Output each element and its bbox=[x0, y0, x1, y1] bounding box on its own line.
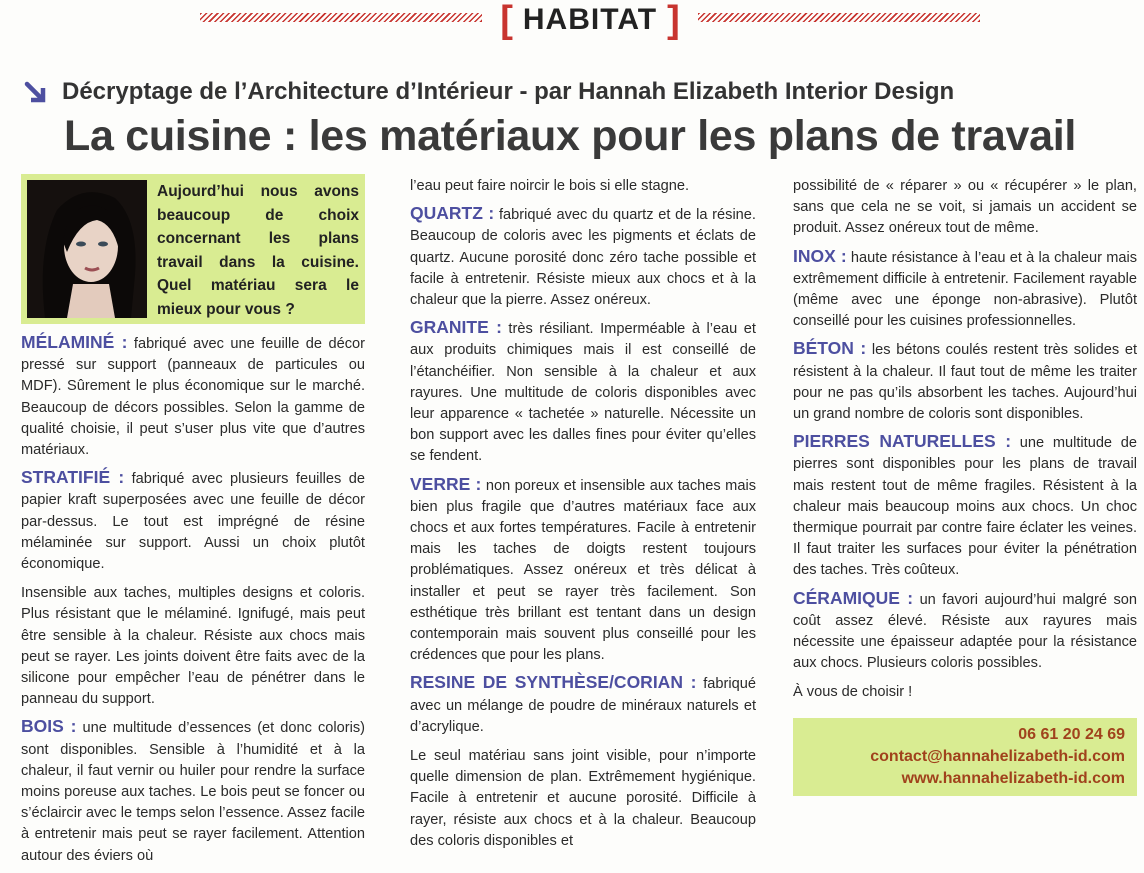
paragraph bbox=[793, 431, 1137, 581]
article-subtitle: Décryptage de l’Architecture d’Intérieur - par Hannah Elizabeth Interior Design bbox=[62, 78, 955, 105]
contact-phone[interactable]: 06 61 20 24 69 bbox=[1018, 725, 1125, 743]
section-tag bbox=[484, 0, 696, 40]
paragraph-text: fabriqué avec plusieurs feuilles de papier kraft superposées avec une feuille de décor par-dessus. Le tout est imprégné de résine mélaminée sur support. Aussi un choix plutôt économique. bbox=[21, 471, 365, 573]
material-title: GRANITE : bbox=[410, 317, 502, 338]
paragraph bbox=[793, 338, 1137, 425]
material-title: MÉLAMINÉ : bbox=[21, 332, 128, 352]
subtitle-row bbox=[22, 78, 954, 106]
decorative-rule-right bbox=[698, 13, 980, 22]
paragraph-text: très résiliant. Imperméable à l’eau et aux produits chimiques mais il est conseillé de l’étanchéifier. Non sensible à la chaleur et aux rayures. Une multitude de coloris disponibles avec leur apparence « tachetée » naturelle. Nécessite un bon support avec les dalles fines pour éviter qu’elles se fendent. bbox=[410, 321, 756, 465]
material-title: QUARTZ : bbox=[410, 203, 495, 224]
bracket-close: ] bbox=[667, 0, 680, 41]
paragraph-text: Insensible aux taches, multiples designs et coloris. Plus résistant que le mélaminé. Ignifugé, mais peut être sensible à la chaleur. Résiste aux chocs mais peut se rayer. Les joints doivent être faits avec de la silicone pour empêcher l’eau de pénétrer dans le panneau du support. bbox=[21, 585, 365, 708]
paragraph bbox=[21, 332, 365, 461]
material-title: PIERRES NATURELLES : bbox=[793, 431, 1012, 452]
column-1 bbox=[21, 174, 365, 873]
paragraph-text: l’eau peut faire noircir le bois si elle stagne. bbox=[410, 178, 690, 194]
paragraph-text: fabriqué avec un mélange de poudre de minéraux naturels et d’acrylique. bbox=[410, 676, 756, 735]
paragraph-text: fabriqué avec du quartz et de la résine. Beaucoup de coloris avec les pigments et éclats de quartz. Aucune porosité donc zéro tache possible et facile à entretenir. Résiste mieux aux chocs et à la chaleur que la pierre. Assez onéreux. bbox=[410, 207, 756, 309]
author-portrait bbox=[27, 180, 147, 318]
paragraph-text: fabriqué avec une feuille de décor pressé sur support (panneaux de particules ou MDF). Sûrement le plus économique sur le marché. Beaucoup de décors possibles. Selon la gamme de qualité choisie, il peut s’user plus vite que d’autres matériaux. bbox=[21, 336, 365, 459]
paragraph-text: une multitude de pierres sont disponibles pour les plans de travail mais restent tout de même fragiles. Résistent à la chaleur mais beaucoup moins aux chocs. Un choc thermique pourrait par contre faire éclater les veines. Il faut traiter les surfaces pour éviter la pénétration des taches. Très coûteux. bbox=[793, 435, 1137, 579]
article-headline: La cuisine : les matériaux pour les plans de travail bbox=[64, 112, 1077, 160]
paragraph-text: haute résistance à l’eau et à la chaleur mais extrêmement difficile à entretenir. Facilement rayable (même avec une éponge non-abrasive). Plutôt conseillé pour les cuisines professionnelles. bbox=[793, 249, 1137, 330]
material-title: BOIS : bbox=[21, 716, 77, 737]
paragraph bbox=[410, 474, 756, 667]
paragraph-text: une multitude d’essences (et donc coloris) sont disponibles. Sensible à l’humidité et à la chaleur, il faut vernir ou huiler pour rendre la surface moins poreuse aux taches. Le bois peut se foncer ou s’éclaircir avec le temps selon l’essence. Assez facile à entretenir mais peut se rayer facilement. Attention autour des éviers où bbox=[21, 720, 365, 864]
material-title: CÉRAMIQUE : bbox=[793, 587, 914, 608]
material-title: RESINE DE SYNTHÈSE/CORIAN : bbox=[410, 672, 697, 693]
arrow-down-right-icon bbox=[22, 79, 48, 105]
column-2 bbox=[410, 174, 756, 858]
material-title: INOX : bbox=[793, 245, 847, 266]
contact-website[interactable]: www.hannahelizabeth-id.com bbox=[901, 769, 1125, 787]
contact-box bbox=[793, 718, 1137, 796]
material-title: VERRE : bbox=[410, 473, 482, 494]
paragraph-text: À vous de choisir ! bbox=[793, 684, 913, 701]
paragraph bbox=[410, 672, 756, 738]
paragraph bbox=[21, 581, 365, 710]
paragraph-text: non poreux et insensible aux taches mais bien plus fragile que d’autres matériaux face aux chocs et aux fortes températures. Facile à entretenir mais les taches de doigts restent toujours problématiques. Assez onéreux et très délicat à installer et peut se rayer très facilement. Son esthétique très brillant est tentant dans un design contemporain mais souvent plus conseillé pour les crédences que pour les plans. bbox=[410, 477, 756, 664]
paragraph bbox=[793, 246, 1137, 333]
material-title: BÉTON : bbox=[793, 338, 867, 359]
paragraph bbox=[410, 317, 756, 467]
paragraph-text: Le seul matériau sans joint visible, pour n’importe quelle dimension de plan. Extrêmement hygiénique. Facile à entretenir et aucune porosité. Difficile à rayer, résiste aux chocs et à la chaleur. Beaucoup des coloris disponibles et bbox=[410, 748, 756, 849]
paragraph bbox=[410, 174, 756, 197]
paragraph bbox=[21, 716, 365, 866]
paragraph bbox=[793, 588, 1137, 675]
bracket-open: [ bbox=[500, 0, 513, 41]
paragraph bbox=[410, 744, 756, 852]
paragraph bbox=[21, 467, 365, 575]
column-3 bbox=[793, 174, 1137, 796]
section-label: HABITAT bbox=[522, 3, 658, 36]
paragraph-text: les bétons coulés restent très solides et résistent à la chaleur. Il faut tout de même les traiter pour ne pas qu’ils absorbent les taches. Aujourd’hui un grand nombre de coloris sont disponibles. bbox=[793, 342, 1137, 423]
intro-text: Aujourd’hui nous avons beaucoup de choix concernant les plans travail dans la cuisine. Quel matériau sera le mieux pour vous ? bbox=[157, 183, 359, 318]
paragraph bbox=[410, 203, 756, 311]
paragraph-text: un favori aujourd’hui malgré son coût assez élevé. Résiste aux rayures mais nécessite une épaisseur adaptée pour la résistance aux chocs. Plusieurs coloris possibles. bbox=[793, 591, 1137, 672]
paragraph bbox=[793, 174, 1137, 240]
material-title: STRATIFIÉ : bbox=[21, 467, 125, 488]
closing-line bbox=[793, 680, 1137, 703]
intro-box bbox=[21, 174, 365, 324]
decorative-rule-left bbox=[200, 13, 482, 22]
paragraph-text: possibilité de « réparer » ou « récupérer » le plan, sans que cela ne se voit, si jamais un accident se produit. Assez onéreux tout de même. bbox=[793, 178, 1137, 237]
contact-email[interactable]: contact@hannahelizabeth-id.com bbox=[870, 747, 1125, 765]
